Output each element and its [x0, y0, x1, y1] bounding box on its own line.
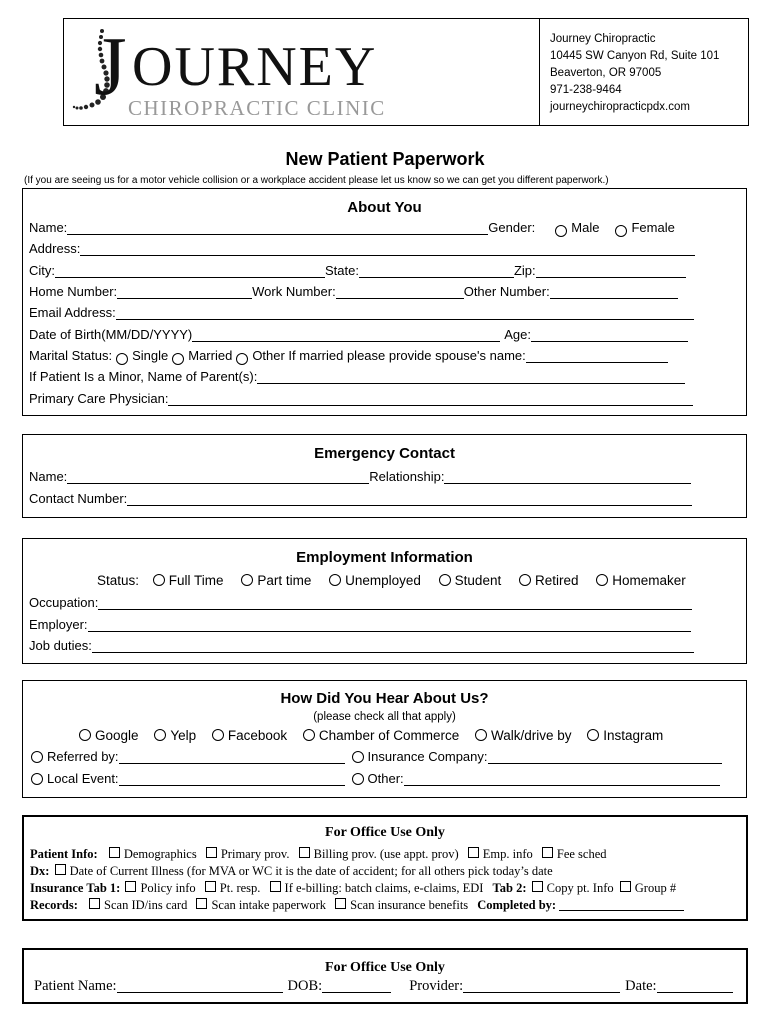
- occupation-field[interactable]: [98, 595, 692, 610]
- office-use-footer-section: [22, 948, 748, 1004]
- status-retired-label: Retired: [534, 573, 579, 588]
- other-number-label: Other Number:: [463, 284, 550, 299]
- clinic-name: Journey Chiropractic: [550, 33, 656, 45]
- age-label: Age:: [504, 327, 532, 342]
- dob-label: Date of Birth(MM/DD/YYYY): [29, 327, 193, 342]
- page-note: (If you are seeing us for a motor vehicle collision or a workplace accident please let us know so we can get you different paperwork.): [24, 175, 609, 186]
- about-you-heading: About You: [347, 199, 422, 216]
- emp-info-label: Emp. info: [482, 847, 533, 861]
- status-unemployed-radio[interactable]: [329, 574, 341, 586]
- contact-number-label: Contact Number:: [29, 491, 128, 506]
- state-label: State:: [325, 263, 359, 278]
- referral-google-radio[interactable]: [79, 729, 91, 741]
- referred-by-label: Referred by:: [47, 749, 119, 764]
- logo-subtitle: CHIROPRACTIC CLINIC: [128, 96, 386, 120]
- insurance-company-radio[interactable]: [352, 751, 364, 763]
- referral-facebook-label: Facebook: [227, 728, 288, 743]
- referral-google-label: Google: [95, 728, 139, 743]
- status-unemployed-label: Unemployed: [345, 573, 421, 588]
- footer-provider-field[interactable]: [463, 978, 620, 993]
- scan-insurance-label: Scan insurance benefits: [350, 898, 469, 912]
- referral-instagram-label: Instagram: [603, 728, 664, 743]
- status-homemaker-radio[interactable]: [596, 574, 608, 586]
- clinic-address-line1: 10445 SW Canyon Rd, Suite 101: [550, 50, 720, 62]
- job-duties-label: Job duties:: [29, 638, 92, 653]
- insurance-tab1-label: Insurance Tab 1:: [30, 881, 121, 895]
- local-event-radio[interactable]: [31, 773, 43, 785]
- marital-other-radio[interactable]: [236, 353, 248, 365]
- marital-single-label: Single: [132, 348, 169, 363]
- emergency-name-field[interactable]: [67, 469, 369, 484]
- marital-other-label: Other If married please provide spouse's name:: [252, 348, 526, 363]
- copy-pt-info-checkbox[interactable]: [532, 881, 543, 892]
- pt-resp-checkbox[interactable]: [205, 881, 216, 892]
- status-student-label: Student: [454, 573, 502, 588]
- logo-initial: J: [94, 20, 127, 113]
- policy-info-label: Policy info: [140, 881, 196, 895]
- email-field[interactable]: [116, 305, 694, 320]
- scan-insurance-checkbox[interactable]: [335, 898, 346, 909]
- insurance-company-label: Insurance Company:: [367, 749, 488, 764]
- office-footer-row: [34, 978, 733, 995]
- completed-by-field[interactable]: [559, 898, 684, 911]
- relationship-label: Relationship:: [369, 469, 445, 484]
- clinic-phone: 971-238-9464: [550, 84, 622, 96]
- dob-field[interactable]: [192, 327, 500, 342]
- clinic-website: journeychiropracticpdx.com: [550, 101, 690, 113]
- pcp-label: Primary Care Physician:: [29, 391, 169, 406]
- job-duties-field[interactable]: [92, 638, 694, 653]
- fee-sched-label: Fee sched: [556, 847, 607, 861]
- gender-male-radio[interactable]: [555, 225, 567, 237]
- office-dx-row: [30, 864, 553, 879]
- status-parttime-label: Part time: [257, 573, 312, 588]
- employer-label: Employer:: [29, 617, 88, 632]
- contact-number-field[interactable]: [127, 491, 692, 506]
- policy-info-checkbox[interactable]: [125, 881, 136, 892]
- dx-label: Dx:: [30, 864, 50, 878]
- primary-prov-checkbox[interactable]: [206, 847, 217, 858]
- zip-label: Zip:: [513, 263, 536, 278]
- demographics-checkbox[interactable]: [109, 847, 120, 858]
- pcp-field[interactable]: [168, 391, 693, 406]
- address-block: [539, 19, 750, 125]
- home-number-field[interactable]: [117, 284, 252, 299]
- tab2-label: Tab 2:: [492, 881, 527, 895]
- about-you-section: [22, 188, 747, 416]
- work-number-field[interactable]: [336, 284, 464, 299]
- completed-by-label: Completed by:: [477, 898, 557, 912]
- gender-label: Gender:: [488, 220, 536, 235]
- footer-date-label: Date:: [625, 978, 657, 994]
- referral-walkby-label: Walk/drive by: [490, 728, 572, 743]
- marital-married-radio[interactable]: [172, 353, 184, 365]
- email-label: Email Address:: [29, 305, 116, 320]
- referral-chamber-label: Chamber of Commerce: [318, 728, 460, 743]
- status-label: Status:: [97, 573, 140, 588]
- age-field[interactable]: [531, 327, 688, 342]
- dx-text: Date of Current Illness (for MVA or WC it is the date of accident; for all others pick today’s date: [69, 864, 553, 878]
- office-footer-heading: For Office Use Only: [325, 960, 445, 975]
- employment-section: [22, 538, 747, 664]
- referral-walkby-radio[interactable]: [475, 729, 487, 741]
- footer-patient-name-label: Patient Name:: [34, 978, 117, 994]
- status-retired-radio[interactable]: [519, 574, 531, 586]
- emergency-contact-section: [22, 434, 747, 518]
- employment-heading: Employment Information: [296, 549, 473, 566]
- gender-male-label: Male: [571, 220, 600, 235]
- employer-field[interactable]: [88, 617, 691, 632]
- city-field[interactable]: [55, 263, 325, 278]
- referral-chamber-radio[interactable]: [303, 729, 315, 741]
- referral-yelp-radio[interactable]: [154, 729, 166, 741]
- logo-wordmark: OURNEY: [132, 36, 378, 98]
- gender-female-radio[interactable]: [615, 225, 627, 237]
- emp-info-checkbox[interactable]: [468, 847, 479, 858]
- marital-status-label: Marital Status:: [29, 348, 113, 363]
- spouse-name-field[interactable]: [526, 348, 668, 363]
- group-number-checkbox[interactable]: [620, 881, 631, 892]
- copy-pt-info-label: Copy pt. Info: [546, 881, 614, 895]
- gender-female-label: Female: [631, 220, 675, 235]
- referral-options-row: [79, 728, 663, 743]
- scan-intake-label: Scan intake paperwork: [211, 898, 327, 912]
- scan-id-label: Scan ID/ins card: [104, 898, 188, 912]
- address-label: Address:: [29, 241, 81, 256]
- address-field[interactable]: [80, 241, 695, 256]
- relationship-field[interactable]: [444, 469, 691, 484]
- state-field[interactable]: [359, 263, 514, 278]
- other-source-radio[interactable]: [352, 773, 364, 785]
- marital-single-radio[interactable]: [116, 353, 128, 365]
- city-label: City:: [29, 263, 55, 278]
- scan-intake-checkbox[interactable]: [196, 898, 207, 909]
- local-event-field[interactable]: [119, 771, 345, 786]
- referral-subheading: (please check all that apply): [313, 711, 456, 723]
- employment-status-row: [97, 573, 700, 588]
- referred-by-field[interactable]: [119, 749, 345, 764]
- logo: [72, 20, 512, 123]
- clinic-address-line2: Beaverton, OR 97005: [550, 67, 662, 79]
- other-source-field[interactable]: [404, 771, 720, 786]
- emergency-name-label: Name:: [29, 469, 68, 484]
- ebilling-label: If e-billing: batch claims, e-claims, EDI: [284, 881, 484, 895]
- status-student-radio[interactable]: [439, 574, 451, 586]
- emergency-heading: Emergency Contact: [314, 445, 455, 462]
- ebilling-checkbox[interactable]: [270, 881, 281, 892]
- group-number-label: Group #: [634, 881, 677, 895]
- billing-prov-checkbox[interactable]: [299, 847, 310, 858]
- parent-name-label: If Patient Is a Minor, Name of Parent(s):: [29, 369, 258, 384]
- name-label: Name:: [29, 220, 68, 235]
- status-homemaker-label: Homemaker: [612, 573, 686, 588]
- footer-date-field[interactable]: [657, 978, 733, 993]
- referred-by-radio[interactable]: [31, 751, 43, 763]
- referral-instagram-radio[interactable]: [587, 729, 599, 741]
- other-number-field[interactable]: [550, 284, 678, 299]
- name-field[interactable]: [67, 220, 488, 235]
- local-event-label: Local Event:: [47, 771, 119, 786]
- marital-married-label: Married: [188, 348, 233, 363]
- records-label: Records:: [30, 898, 78, 912]
- status-fulltime-radio[interactable]: [153, 574, 165, 586]
- footer-dob-label: DOB:: [287, 978, 323, 994]
- footer-provider-label: Provider:: [409, 978, 464, 994]
- office-patient-info-row: [30, 847, 607, 862]
- office-insurance-row: [30, 881, 676, 896]
- footer-patient-name-field[interactable]: [117, 978, 283, 993]
- header-box: [63, 18, 749, 126]
- office-use-heading: For Office Use Only: [325, 825, 445, 840]
- status-parttime-radio[interactable]: [241, 574, 253, 586]
- referral-heading: How Did You Hear About Us?: [280, 690, 489, 707]
- scan-id-checkbox[interactable]: [89, 898, 100, 909]
- status-fulltime-label: Full Time: [168, 573, 224, 588]
- page-title: New Patient Paperwork: [285, 149, 485, 169]
- footer-dob-field[interactable]: [322, 978, 391, 993]
- home-number-label: Home Number:: [29, 284, 118, 299]
- zip-field[interactable]: [536, 263, 686, 278]
- dx-checkbox[interactable]: [55, 864, 66, 875]
- primary-prov-label: Primary prov.: [220, 847, 290, 861]
- referral-facebook-radio[interactable]: [212, 729, 224, 741]
- referral-yelp-label: Yelp: [170, 728, 197, 743]
- demographics-label: Demographics: [123, 847, 197, 861]
- fee-sched-checkbox[interactable]: [542, 847, 553, 858]
- pt-resp-label: Pt. resp.: [219, 881, 261, 895]
- referral-source-section: [22, 680, 747, 798]
- office-records-row: [30, 898, 684, 913]
- work-number-label: Work Number:: [252, 284, 336, 299]
- other-source-label: Other:: [367, 771, 404, 786]
- patient-info-label: Patient Info:: [30, 847, 98, 861]
- insurance-company-field[interactable]: [488, 749, 722, 764]
- office-use-section: [22, 815, 748, 921]
- parent-name-field[interactable]: [257, 369, 685, 384]
- occupation-label: Occupation:: [29, 595, 99, 610]
- billing-prov-label: Billing prov. (use appt. prov): [313, 847, 459, 861]
